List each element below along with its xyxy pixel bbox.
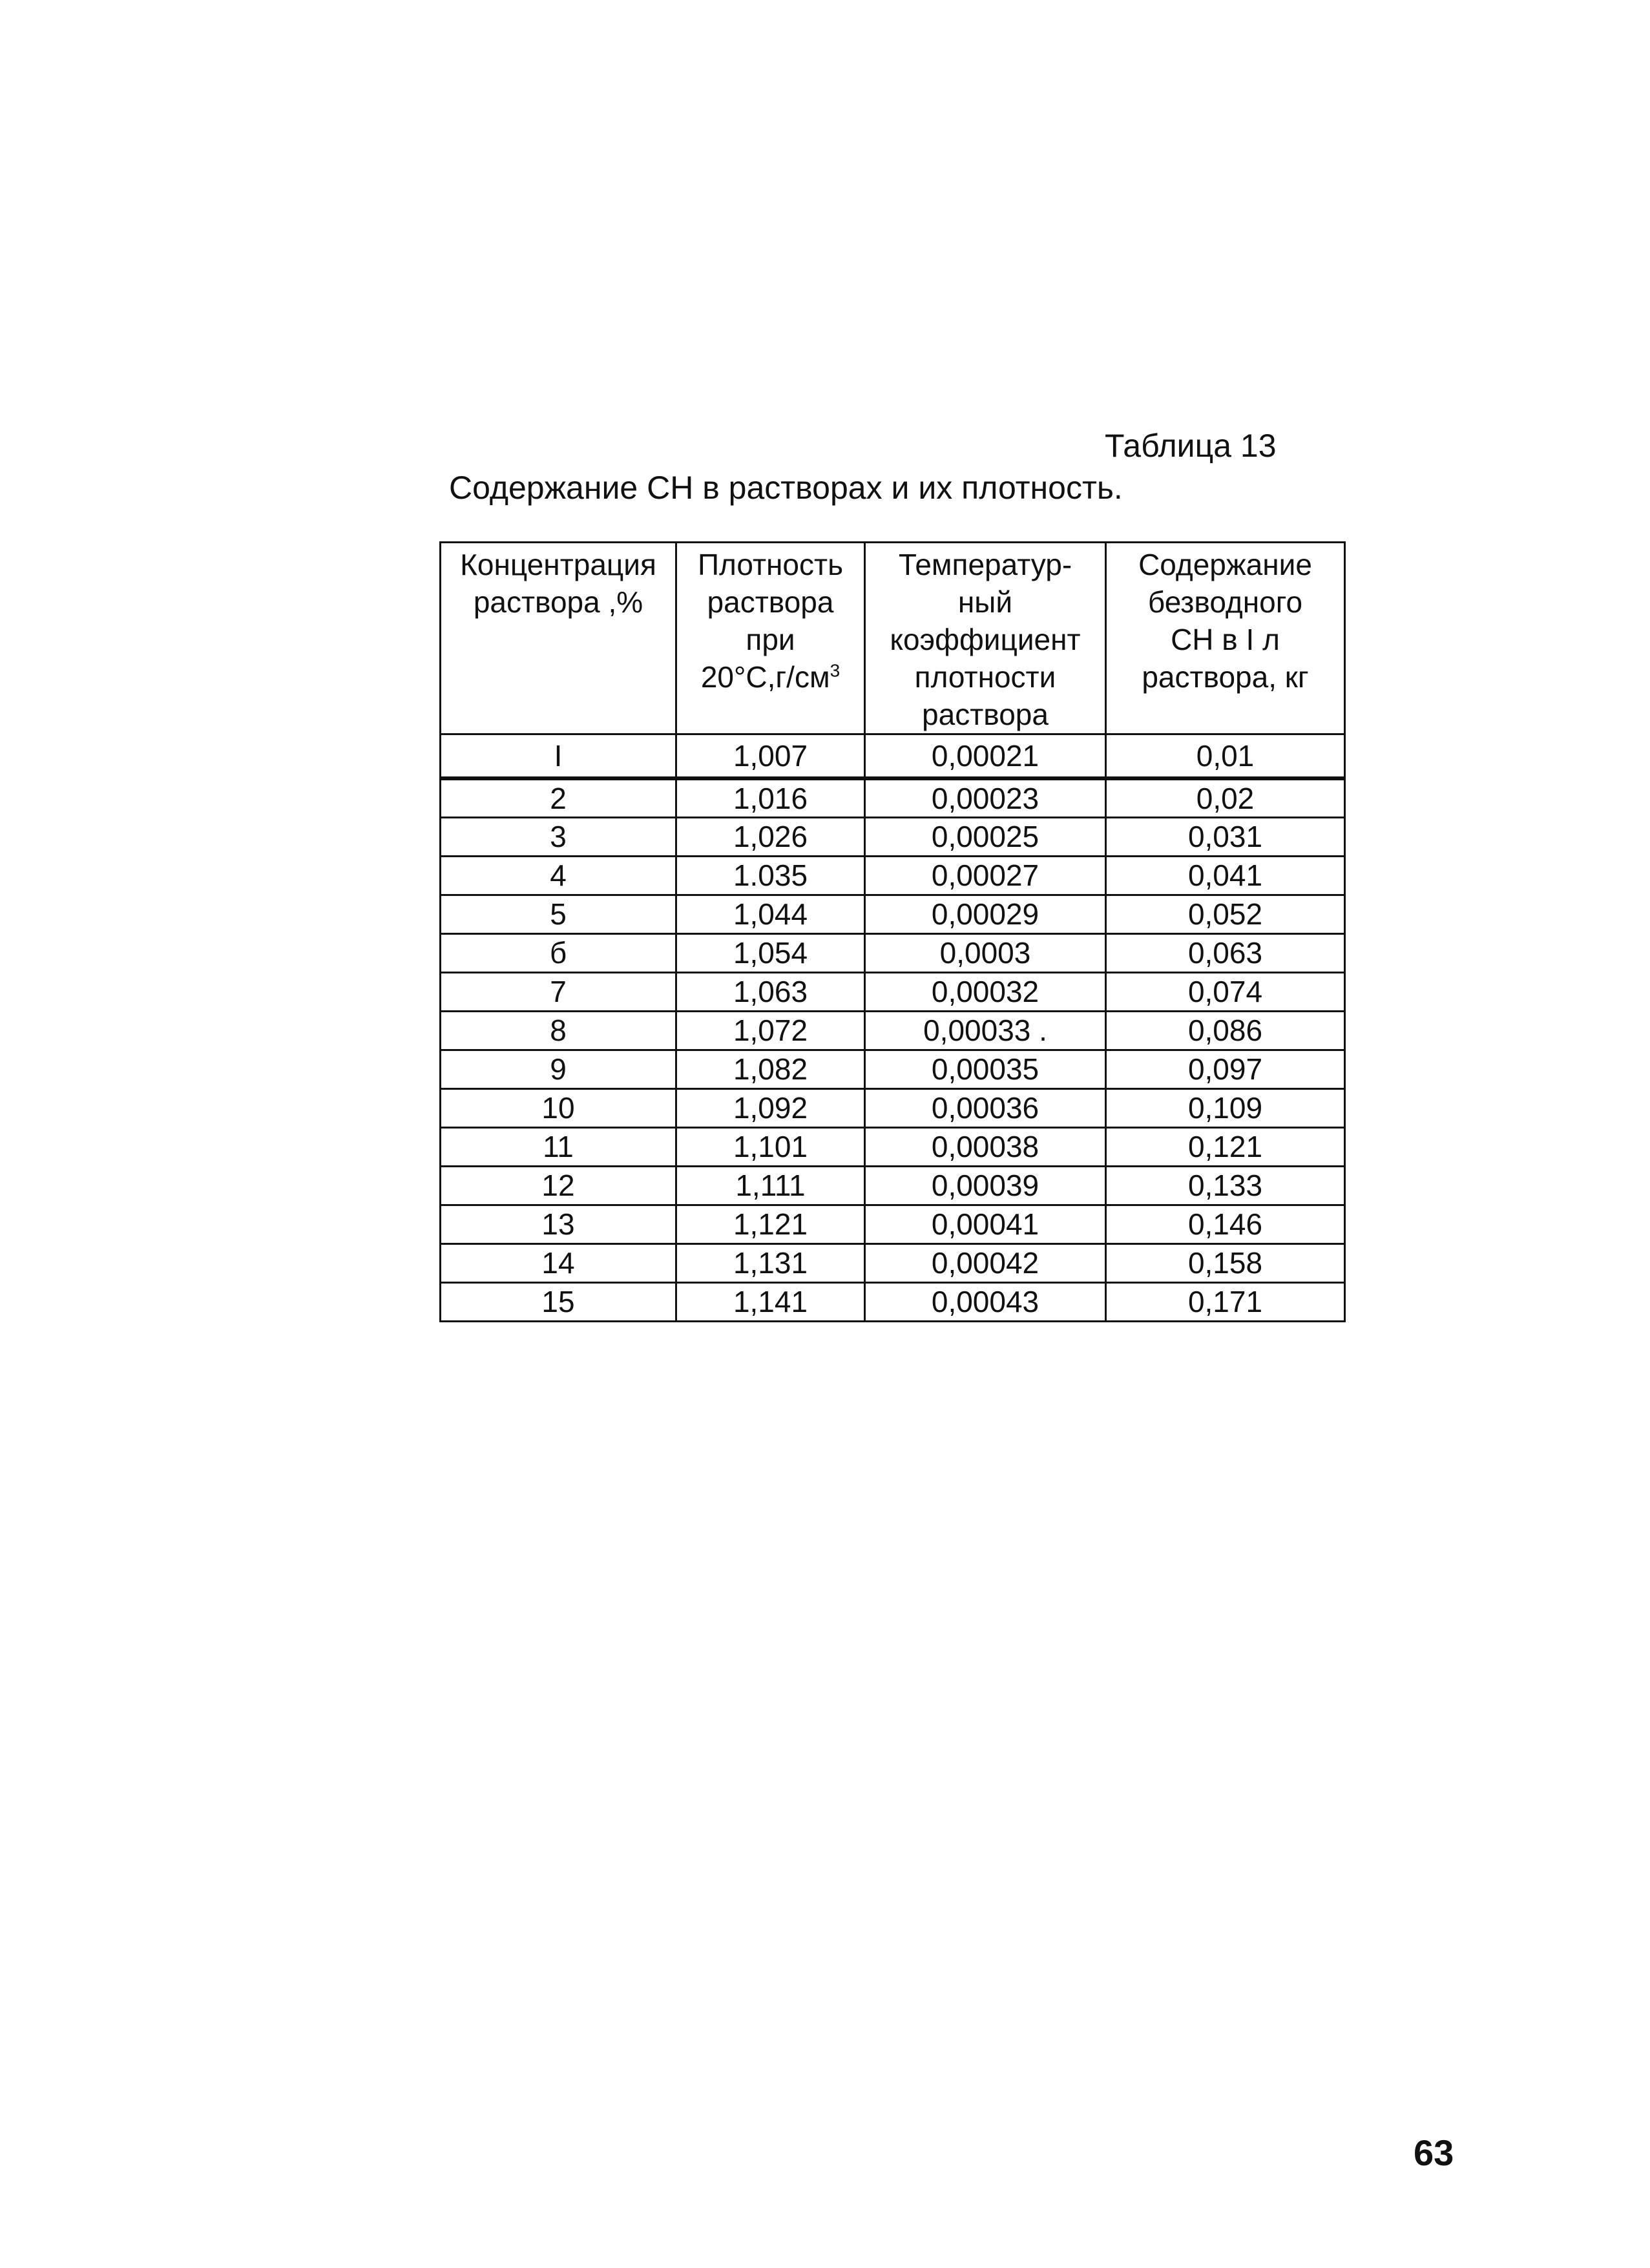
cell-density: 1,007 bbox=[676, 734, 865, 778]
table-row bbox=[441, 1050, 1345, 1088]
header-line: безводного bbox=[1147, 585, 1303, 619]
header-temperature-coefficient bbox=[865, 543, 1106, 734]
cell-concentration: 2 bbox=[441, 778, 676, 818]
cell-temperature-coefficient: 0,00027 bbox=[865, 856, 1106, 895]
header-density-unit: 20°С,г/см bbox=[700, 660, 830, 694]
header-row bbox=[441, 543, 1345, 734]
cell-temperature-coefficient: 0,00036 bbox=[865, 1088, 1106, 1127]
table-label: Таблица 13 bbox=[1105, 428, 1277, 464]
cell-density: 1,026 bbox=[676, 817, 865, 856]
header-line: СН в I л bbox=[1171, 623, 1280, 656]
cell-content: 0,052 bbox=[1106, 895, 1345, 933]
cell-density: 1,082 bbox=[676, 1050, 865, 1088]
cell-content: 0,041 bbox=[1106, 856, 1345, 895]
cell-density: 1,111 bbox=[676, 1166, 865, 1205]
cell-content: 0,133 bbox=[1106, 1166, 1345, 1205]
header-density-superscript: 3 bbox=[830, 660, 841, 681]
table-row bbox=[441, 1243, 1345, 1282]
header-concentration bbox=[441, 543, 676, 734]
cell-concentration: 5 bbox=[441, 895, 676, 933]
cell-temperature-coefficient: 0,00023 bbox=[865, 778, 1106, 818]
cell-concentration: 14 bbox=[441, 1243, 676, 1282]
cell-content: 0,063 bbox=[1106, 933, 1345, 972]
header-line: раствора, кг bbox=[1142, 660, 1309, 694]
cell-concentration: 3 bbox=[441, 817, 676, 856]
cell-temperature-coefficient: 0,00029 bbox=[865, 895, 1106, 933]
cell-concentration: 7 bbox=[441, 972, 676, 1011]
cell-content: 0,01 bbox=[1106, 734, 1345, 778]
cell-concentration: 15 bbox=[441, 1282, 676, 1321]
header-line: Плотность bbox=[697, 548, 844, 581]
data-table bbox=[439, 541, 1346, 1322]
cell-density: 1,072 bbox=[676, 1011, 865, 1050]
cell-density: 1,092 bbox=[676, 1088, 865, 1127]
cell-concentration: 10 bbox=[441, 1088, 676, 1127]
cell-temperature-coefficient: 0,00041 bbox=[865, 1205, 1106, 1243]
cell-concentration: б bbox=[441, 933, 676, 972]
cell-concentration: 9 bbox=[441, 1050, 676, 1088]
cell-concentration: 4 bbox=[441, 856, 676, 895]
cell-concentration: I bbox=[441, 734, 676, 778]
table-row bbox=[441, 1205, 1345, 1243]
page-number: 63 bbox=[1414, 2132, 1454, 2173]
cell-temperature-coefficient: 0,00035 bbox=[865, 1050, 1106, 1088]
header-line: ный bbox=[957, 585, 1013, 619]
cell-concentration: 13 bbox=[441, 1205, 676, 1243]
header-line: раствора ,% bbox=[473, 585, 643, 619]
cell-density: 1,044 bbox=[676, 895, 865, 933]
header-line: Содержание bbox=[1138, 548, 1312, 581]
cell-temperature-coefficient: 0,00021 bbox=[865, 734, 1106, 778]
cell-density: 1,101 bbox=[676, 1127, 865, 1166]
table-row bbox=[441, 1127, 1345, 1166]
table-row bbox=[441, 1088, 1345, 1127]
cell-temperature-coefficient: 0,00032 bbox=[865, 972, 1106, 1011]
cell-content: 0,146 bbox=[1106, 1205, 1345, 1243]
table-header bbox=[441, 543, 1345, 734]
table-row bbox=[441, 734, 1345, 778]
cell-temperature-coefficient: 0,00038 bbox=[865, 1127, 1106, 1166]
cell-content: 0,109 bbox=[1106, 1088, 1345, 1127]
table-row bbox=[441, 1166, 1345, 1205]
header-line: раствора bbox=[922, 698, 1049, 731]
table-row bbox=[441, 972, 1345, 1011]
cell-temperature-coefficient: 0,00042 bbox=[865, 1243, 1106, 1282]
header-line: коэффициент bbox=[890, 623, 1081, 656]
cell-density: 1,063 bbox=[676, 972, 865, 1011]
table-body bbox=[441, 734, 1345, 1322]
header-line: раствора bbox=[707, 585, 834, 619]
header-density bbox=[676, 543, 865, 734]
table-row bbox=[441, 895, 1345, 933]
cell-content: 0,121 bbox=[1106, 1127, 1345, 1166]
cell-density: 1.035 bbox=[676, 856, 865, 895]
cell-density: 1,131 bbox=[676, 1243, 865, 1282]
table-row bbox=[441, 856, 1345, 895]
header-line bbox=[680, 658, 861, 696]
cell-density: 1,016 bbox=[676, 778, 865, 818]
cell-content: 0,158 bbox=[1106, 1243, 1345, 1282]
header-line: плотности bbox=[914, 660, 1056, 694]
cell-concentration: 8 bbox=[441, 1011, 676, 1050]
cell-density: 1,121 bbox=[676, 1205, 865, 1243]
table-caption: Содержание СН в растворах и их плотность. bbox=[449, 470, 1123, 506]
cell-concentration: 11 bbox=[441, 1127, 676, 1166]
cell-density: 1,141 bbox=[676, 1282, 865, 1321]
cell-temperature-coefficient: 0,00043 bbox=[865, 1282, 1106, 1321]
cell-content: 0,097 bbox=[1106, 1050, 1345, 1088]
cell-density: 1,054 bbox=[676, 933, 865, 972]
header-content bbox=[1106, 543, 1345, 734]
table-row bbox=[441, 778, 1345, 818]
header-line: при bbox=[746, 623, 795, 656]
table-row bbox=[441, 933, 1345, 972]
table-row bbox=[441, 817, 1345, 856]
header-line: Концентрация bbox=[460, 548, 656, 581]
cell-temperature-coefficient: 0,00039 bbox=[865, 1166, 1106, 1205]
cell-content: 0,171 bbox=[1106, 1282, 1345, 1321]
cell-content: 0,074 bbox=[1106, 972, 1345, 1011]
cell-temperature-coefficient: 0,00033 . bbox=[865, 1011, 1106, 1050]
cell-temperature-coefficient: 0,00025 bbox=[865, 817, 1106, 856]
cell-content: 0,031 bbox=[1106, 817, 1345, 856]
table-row bbox=[441, 1282, 1345, 1321]
table-row bbox=[441, 1011, 1345, 1050]
cell-content: 0,02 bbox=[1106, 778, 1345, 818]
cell-temperature-coefficient: 0,0003 bbox=[865, 933, 1106, 972]
header-line: Температур- bbox=[898, 548, 1072, 581]
cell-concentration: 12 bbox=[441, 1166, 676, 1205]
cell-content: 0,086 bbox=[1106, 1011, 1345, 1050]
